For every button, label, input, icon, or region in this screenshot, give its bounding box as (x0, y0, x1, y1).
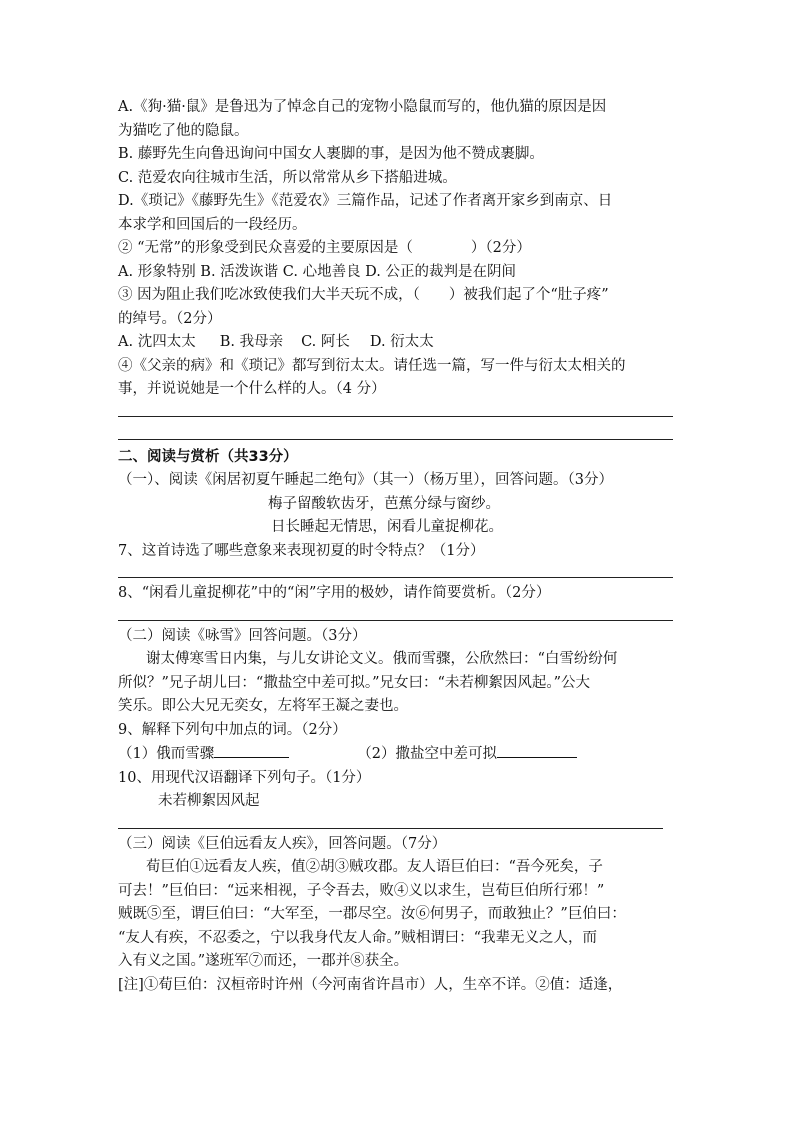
q4-line2: 事，并说说她是一个什么样的人。（4 分） (118, 381, 386, 397)
q1-option-d-line1: D.《琐记》《藤野先生》《范爱农》三篇作品，记述了作者离开家乡到南京、日 (118, 193, 613, 209)
q1-option-d-line2: 本求学和回国后的一段经历。 (118, 216, 307, 233)
question-8: 8、“闲看儿童捉柳花”中的“闲”字用的极妙，请作简要赏析。（2分） (118, 585, 551, 601)
poem-line-2: 日长睡起无情思，闲看儿童捉柳花。 (271, 519, 503, 535)
yongxue-text-line1: 谢太傅寒雪日内集，与儿女讲论文义。俄而雪骤，公欣然曰：“白雪纷纷何 (146, 651, 618, 667)
q1-option-a-line2: 为猫吃了他的隐鼠。 (118, 122, 249, 139)
q3-options (118, 331, 678, 355)
q4-line1: ④《父亲的病》和《琐记》都写到衍太太。请任选一篇，写一件与衍太太相关的 (118, 357, 626, 374)
yongxue-text-line2: 所似？”兄子胡儿曰：“撒盐空中差可拟。”兄女曰：“未若柳絮因风起。”公大 (118, 674, 591, 691)
question-9: 9、解释下列句中加点的词。（2分） (118, 721, 347, 738)
jubo-text-line2: 可去！”巨伯曰：“远来相视，子令吾去，败④义以求生，岂荀巨伯所行邪！” (118, 882, 605, 899)
annotation-note: [注]①荀巨伯：汉桓帝时许州（今河南省许昌市）人，生卒不详。②值：适逢， (118, 976, 623, 993)
q1-option-c: C. 范爱农向往城市生活，所以常常从乡下搭船进城。 (118, 169, 457, 186)
part3-title: （三）阅读《巨伯远看友人疾》，回答问题。（7分） (118, 835, 447, 852)
question-7: 7、这首诗选了哪些意象来表现初夏的时令特点？（1分） (118, 542, 485, 559)
part1-title: （一）、阅读《闲居初夏午睡起二绝句》（其一）（杨万里），回答问题。（3分） (118, 472, 613, 488)
jubo-text-line1: 荀巨伯①远看友人疾，值②胡③贼攻郡。友人语巨伯曰：“吾今死矣，子 (146, 859, 603, 875)
q3-option-d: D. 衍太太 (369, 334, 434, 350)
q2-stem: ② “无常”的形象受到民众喜爱的主要原因是（ ）（2分） (118, 240, 531, 256)
jubo-text-line5: 入有义之国。”遂班军⑦而还，一郡并⑧获全。 (118, 953, 409, 969)
q2-options: A. 形象特别 B. 活泼诙谐 C. 心地善良 D. 公正的裁判是在阴间 (118, 263, 517, 280)
q3-stem-line2: 的绰号。（2分） (118, 310, 222, 327)
part2-title: （二）阅读《咏雪》回答问题。（3分） (118, 627, 367, 644)
q9-item-1: （1）俄而雪骤 (118, 746, 215, 762)
exam-page (118, 96, 678, 997)
yongxue-text-line3: 笑乐。即公大兄无奕女，左将军王凝之妻也。 (118, 698, 408, 714)
q10-sentence: 未若柳絮因风起 (158, 793, 260, 809)
q3-stem-line1: ③ 因为阻止我们吃冰致使我们大半天玩不成，（ ）被我们起了个“肚子疼” (118, 287, 609, 303)
jubo-text-line4: “友人有疾，不忍委之，宁以我身代友人命。”贼相谓曰：“我辈无义之人，而 (118, 929, 597, 946)
q9-item-2-blank[interactable] (497, 742, 577, 758)
q1-option-b: B. 藤野先生向鲁迅询问中国女人裹脚的事，是因为他不赞成裹脚。 (118, 146, 544, 162)
q3-option-a: A. 沈四太太 (118, 334, 196, 350)
question-10: 10、用现代汉语翻译下列句子。（1分） (118, 769, 371, 786)
q1-option-a-line1: A.《狗·猫·鼠》是鲁迅为了悼念自己的宠物小隐鼠而写的，他仇猫的原因是因 (118, 99, 607, 115)
q3-option-c: C. 阿长 (301, 334, 350, 350)
poem-line-1: 梅子留酸软齿牙，芭蕉分绿与窗纱。 (268, 495, 500, 512)
q9-item-2: （2）撒盐空中差可拟 (357, 746, 497, 762)
jubo-text-line3: 贼既⑤至，谓巨伯曰：“大军至，一郡尽空。汝⑥何男子，而敢独止？”巨伯曰： (118, 906, 626, 922)
q3-option-b: B. 我母亲 (219, 334, 284, 350)
question-9-items (118, 742, 678, 767)
section-title: 二、阅读与赏析（共33分） (118, 448, 298, 465)
q9-item-1-blank[interactable] (214, 742, 289, 758)
